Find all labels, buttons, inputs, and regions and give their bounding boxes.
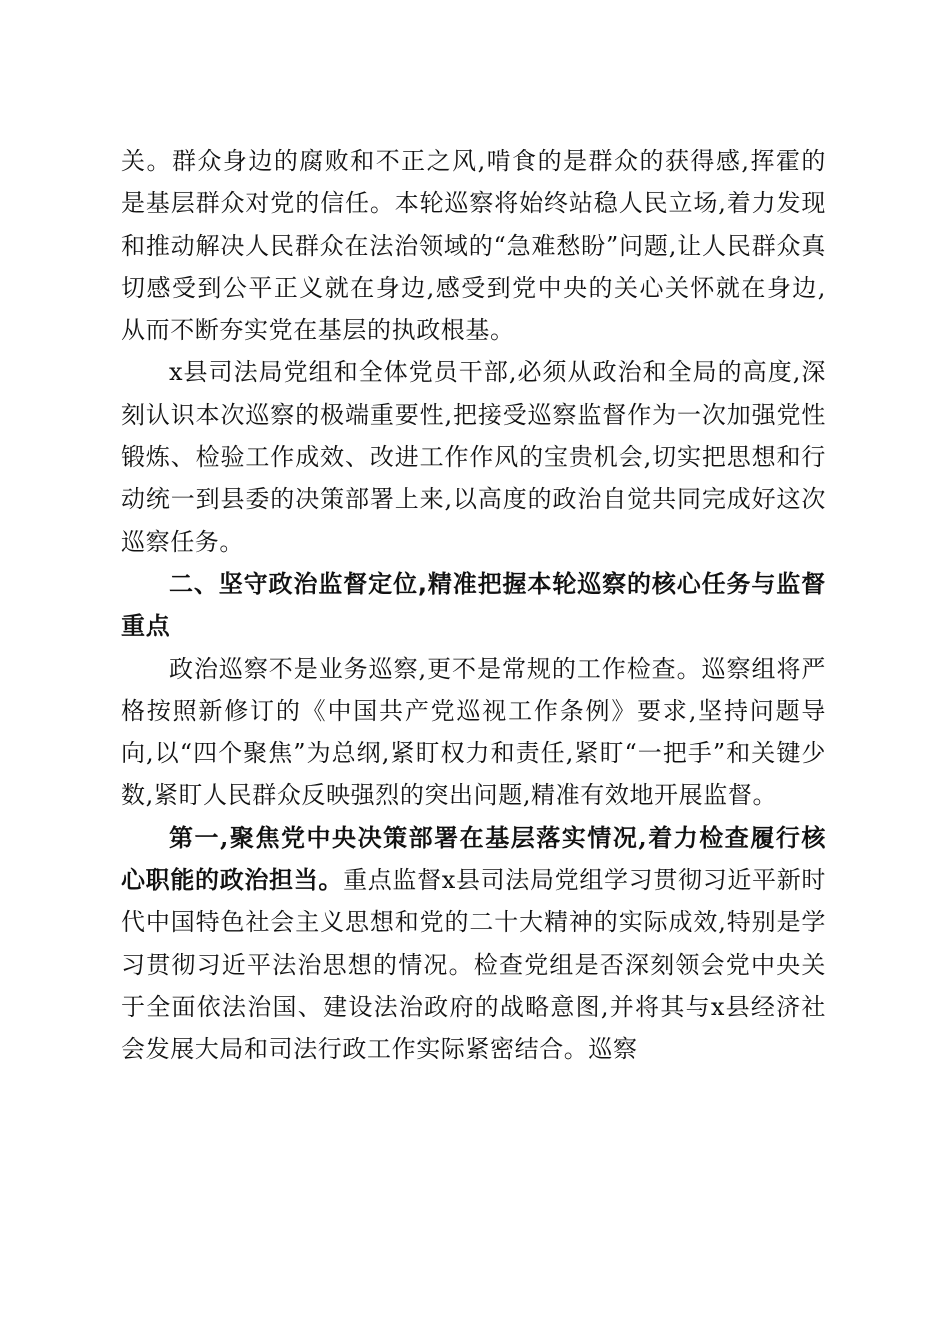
paragraph-political-inspection: 政治巡察不是业务巡察,更不是常规的工作检查。巡察组将严格按照新修订的《中国共产党巡视工作条例》要求,坚持问题导向,以“四个聚焦”为总纲,紧盯权力和责任,紧盯“一把手”和关键少数,紧盯人民群众反映强烈的突出问题,精准有效地开展监督。: [121, 654, 826, 810]
focus-first-body: 重点监督x县司法局党组学习贯彻习近平新时代中国特色社会主义思想和党的二十大精神的实际成效,特别是学习贯彻习近平法治思想的情况。检查党组是否深刻领会党中央关于全面依法治国、建设法治政府的战略意图,并将其与x县经济社会发展大局和司法行政工作实际紧密结合。巡察: [121, 866, 826, 1064]
focus-first-lead: 第一,聚焦党中央决策部署在基层落实情况,着力检查履行核心职能的政治担当。: [121, 822, 826, 895]
section-heading-two: 二、坚守政治监督定位,精准把握本轮巡察的核心任务与监督重点: [121, 569, 826, 641]
paragraph-bureau-responsibility: x县司法局党组和全体党员干部,必须从政治和全局的高度,深刻认识本次巡察的极端重要性,把接受巡察监督作为一次加强党性锻炼、检验工作成效、改进工作作风的宝贵机会,切实把思想和行动统一到县委的决策部署上来,以高度的政治自觉共同完成好这次巡察任务。: [121, 358, 826, 556]
paragraph-continuation: 关。群众身边的腐败和不正之风,啃食的是群众的获得感,挥霍的是基层群众对党的信任。本轮巡察将始终站稳人民立场,着力发现和推动解决人民群众在法治领域的“急难愁盼”问题,让人民群众真切感受到公平正义就在身边,感受到党中央的关心关怀就在身边,从而不断夯实党在基层的执政根基。: [121, 147, 826, 345]
paragraph-focus-first: [121, 817, 826, 1071]
document-body: [121, 140, 826, 1071]
